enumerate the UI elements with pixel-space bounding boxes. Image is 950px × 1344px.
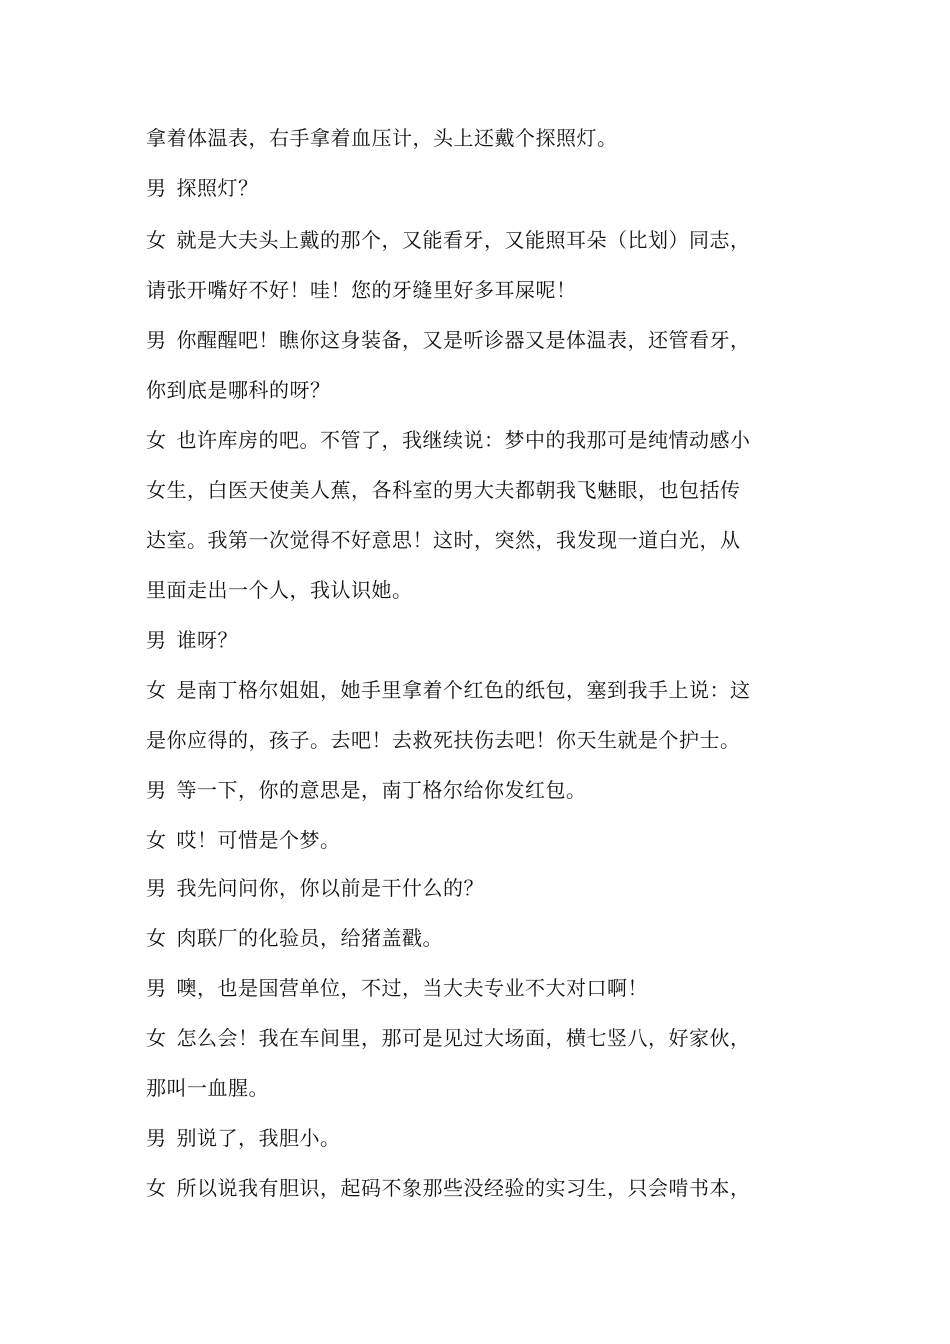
- speaker-label: 男: [146, 628, 167, 652]
- line-text: 等一下，你的意思是，南丁格尔给你发红包。: [176, 778, 587, 802]
- text-line: [146, 1063, 826, 1113]
- speaker-label: 女: [146, 926, 167, 950]
- line-text: 那叫一血腥。: [146, 1076, 269, 1100]
- dialogue-line: [146, 615, 826, 665]
- text-line: [146, 565, 826, 615]
- dialogue-line: [146, 913, 826, 963]
- dialogue-line: [146, 863, 826, 913]
- line-text: 女生，白医天使美人蕉，各科室的男大夫都朝我飞魅眼，也包括传: [146, 478, 741, 502]
- dialogue-line: [146, 765, 826, 815]
- line-text: 谁呀？: [176, 628, 238, 652]
- line-text: 噢，也是国营单位，不过，当大夫专业不大对口啊！: [176, 976, 648, 1000]
- speaker-label: 男: [146, 876, 167, 900]
- line-text: 我先问问你，你以前是干什么的？: [176, 876, 484, 900]
- line-text: 拿着体温表，右手拿着血压计，头上还戴个探照灯。: [146, 126, 618, 150]
- speaker-label: 女: [146, 428, 167, 452]
- speaker-label: 男: [146, 1126, 167, 1150]
- line-text: 是你应得的，孩子。去吧！去救死扶伤去吧！你天生就是个护士。: [146, 728, 741, 752]
- dialogue-line: [146, 1113, 826, 1163]
- dialogue-line: [146, 665, 826, 715]
- dialogue-line: [146, 815, 826, 865]
- line-text: 里面走出一个人，我认识她。: [146, 578, 413, 602]
- speaker-label: 女: [146, 1176, 167, 1200]
- speaker-label: 女: [146, 678, 167, 702]
- line-text: 你到底是哪科的呀？: [146, 378, 331, 402]
- text-line: [146, 365, 826, 415]
- text-line: [146, 265, 826, 315]
- dialogue-line: [146, 315, 826, 365]
- line-text: 探照灯？: [176, 176, 259, 200]
- speaker-label: 女: [146, 828, 167, 852]
- speaker-label: 男: [146, 176, 167, 200]
- speaker-label: 女: [146, 1026, 167, 1050]
- line-text: 达室。我第一次觉得不好意思！这时，突然，我发现一道白光，从: [146, 528, 741, 552]
- speaker-label: 男: [146, 778, 167, 802]
- dialogue-line: [146, 963, 826, 1013]
- line-text: 是南丁格尔姐姐，她手里拿着个红色的纸包，塞到我手上说：这: [176, 678, 751, 702]
- dialogue-line: [146, 415, 826, 465]
- dialogue-line: [146, 163, 826, 213]
- text-line: [146, 715, 826, 765]
- dialogue-line: [146, 215, 826, 265]
- speaker-label: 男: [146, 976, 167, 1000]
- text-line: [146, 515, 826, 565]
- line-text: 怎么会！我在车间里，那可是见过大场面，横七竖八，好家伙，: [176, 1026, 751, 1050]
- line-text: 所以说我有胆识，起码不象那些没经验的实习生，只会啃书本，: [176, 1176, 751, 1200]
- line-text: 请张开嘴好不好！哇！您的牙缝里好多耳屎呢！: [146, 278, 577, 302]
- line-text: 就是大夫头上戴的那个，又能看牙，又能照耳朵（比划）同志，: [176, 228, 751, 252]
- speaker-label: 男: [146, 328, 167, 352]
- line-text: 别说了，我胆小。: [176, 1126, 341, 1150]
- line-text: 肉联厂的化验员，给猪盖戳。: [176, 926, 443, 950]
- line-text: 哎！可惜是个梦。: [176, 828, 341, 852]
- dialogue-line: [146, 1013, 826, 1063]
- line-text: 也许库房的吧。不管了，我继续说：梦中的我那可是纯情动感小: [176, 428, 751, 452]
- line-text: 你醒醒吧！瞧你这身装备，又是听诊器又是体温表，还管看牙，: [176, 328, 751, 352]
- dialogue-line: [146, 1163, 826, 1213]
- speaker-label: 女: [146, 228, 167, 252]
- text-line: [146, 113, 826, 163]
- text-line: [146, 465, 826, 515]
